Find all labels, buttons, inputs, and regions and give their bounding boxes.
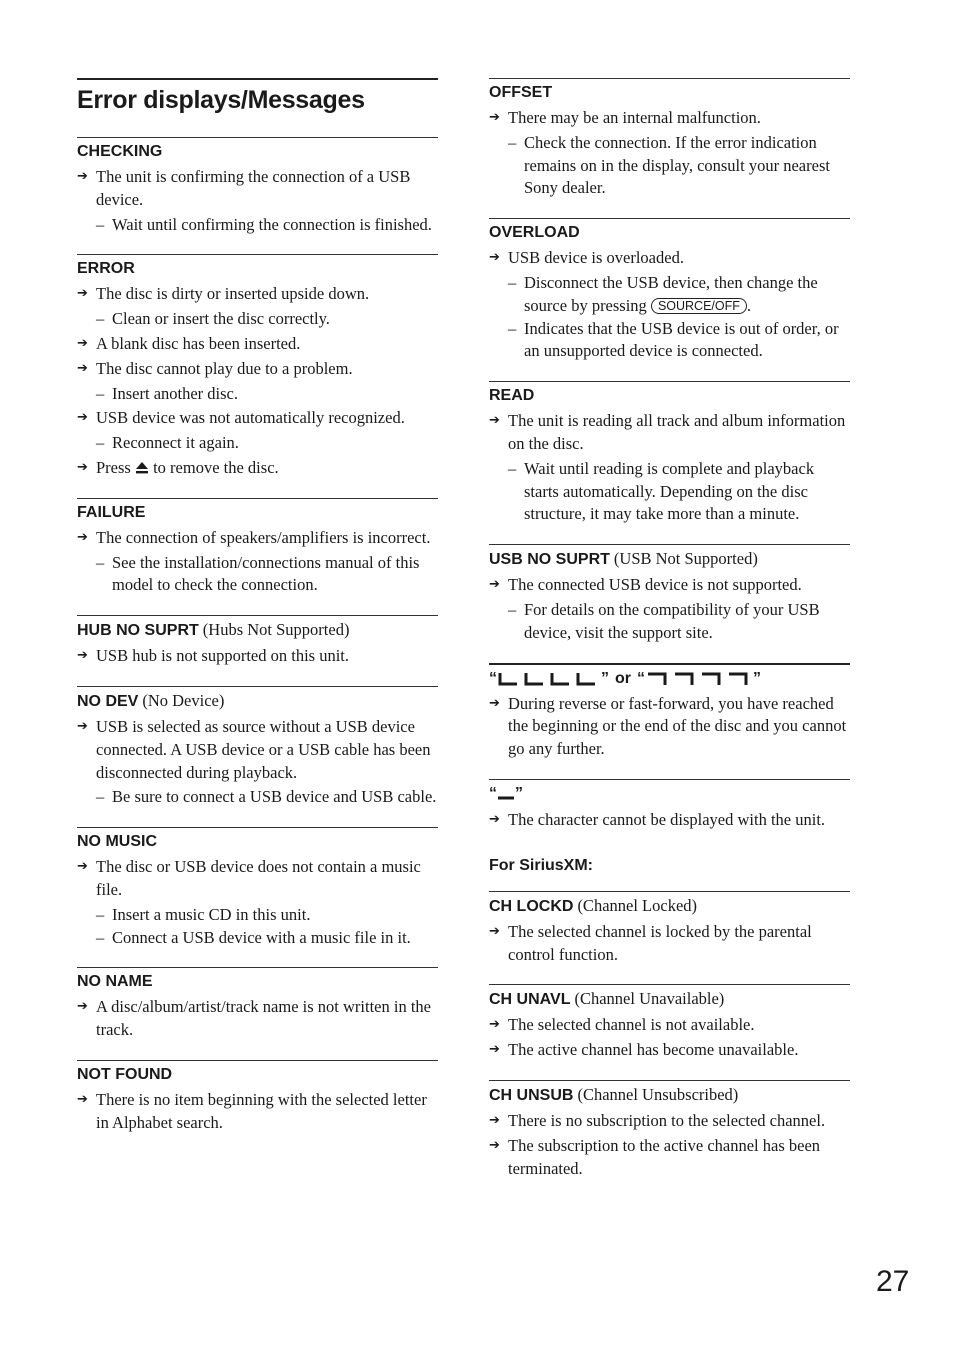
error-code: NO NAME [77, 973, 153, 991]
error-code: ERROR [77, 260, 135, 278]
section-overload [489, 218, 850, 363]
arrow-icon: ➔ [77, 169, 88, 184]
arrow-icon: ➔ [77, 648, 88, 664]
error-meaning: (Channel Locked) [577, 895, 698, 915]
error-meaning: (Channel Unavailable) [574, 989, 725, 1009]
cause-item: ➔ The active channel has become unavailable. [489, 1039, 850, 1062]
section-segment-indicators: “ ” or “ ” ➔ During reverse or fast-forward, you have reached the beginning or the end of the disc and you cannot go any further. [489, 663, 850, 761]
page-title: Error displays/Messages [77, 78, 438, 116]
cause-item: ➔ The disc cannot play due to a problem. [77, 358, 438, 381]
cause-item: ➔ A blank disc has been inserted. [77, 333, 438, 356]
error-code: NOT FOUND [77, 1065, 173, 1083]
section-no-name [77, 967, 438, 1042]
segment-bottom-left-icon [497, 672, 601, 686]
remedy-item: – Wait until confirming the connection is finished. [96, 214, 432, 234]
arrow-icon: ➔ [77, 286, 88, 302]
arrow-icon: ➔ [77, 1091, 88, 1107]
section-not-found [77, 1060, 438, 1135]
remedy-item: – Disconnect the USB device, then change the source by pressing SOURCE/OFF . [508, 272, 818, 315]
arrow-icon: ➔ [77, 335, 88, 351]
cause-item: ➔ The unit is reading all track and album information on the disc. [489, 410, 850, 456]
arrow-icon: ➔ [77, 459, 88, 475]
remedy-item: – Wait until reading is complete and playback starts automatically. Depending on the disc structure, it may take more than a minute. [508, 458, 815, 524]
arrow-icon: ➔ [489, 413, 500, 429]
cause-item: ➔ USB hub is not supported on this unit. [77, 645, 438, 668]
arrow-icon: ➔ [77, 859, 88, 875]
section-no-music [77, 827, 438, 949]
cause-item: ➔ There is no subscription to the selected channel. [489, 1110, 850, 1133]
arrow-icon: ➔ [489, 923, 500, 939]
error-meaning: (Channel Unsubscribed) [577, 1084, 739, 1104]
error-code: CHECKING [77, 143, 163, 160]
eject-icon [135, 461, 149, 474]
remedy-item: – Clean or insert the disc correctly. [96, 309, 330, 329]
section-failure [77, 498, 438, 597]
source-off-key: SOURCE/OFF [651, 298, 747, 314]
error-code: HUB NO SUPRT [77, 622, 199, 640]
cause-item: ➔ During reverse or fast-forward, you have reached the beginning or the end of the disc and you cannot go any further. [489, 693, 850, 761]
remedy-item: – Connect a USB device with a music file in it. [96, 927, 411, 947]
error-code: CH UNSUB [489, 1086, 574, 1104]
cause-item: ➔ USB device was not automatically recognized. [77, 407, 438, 430]
cause-item: ➔ The disc is dirty or inserted upside down. [77, 283, 438, 306]
arrow-icon: ➔ [77, 360, 88, 376]
arrow-icon: ➔ [489, 811, 500, 827]
remedy-item: – Be sure to connect a USB device and USB cable. [96, 787, 437, 807]
remedy-item: – See the installation/connections manual of this model to check the connection. [96, 552, 420, 595]
error-meaning: (Hubs Not Supported) [202, 620, 350, 640]
remedy-item: – Insert a music CD in this unit. [96, 904, 311, 924]
section-offset [489, 78, 850, 200]
error-code: OVERLOAD [489, 224, 580, 242]
section-checking [77, 137, 438, 236]
error-meaning: (No Device) [142, 690, 225, 710]
siriusxm-heading-block [489, 854, 850, 875]
cause-item: ➔ USB device is overloaded. [489, 247, 850, 270]
arrow-icon: ➔ [77, 529, 88, 545]
cause-item: ➔ The subscription to the active channel has been terminated. [489, 1135, 850, 1181]
cause-item: ➔ The selected channel is locked by the parental control function. [489, 921, 850, 967]
section-ch-lockd [489, 891, 850, 967]
cause-item: ➔ There is no item beginning with the selected letter in Alphabet search. [77, 1089, 438, 1135]
arrow-icon: ➔ [489, 250, 500, 266]
underscore-segment-icon [497, 787, 515, 801]
arrow-icon: ➔ [489, 1112, 500, 1128]
cause-item: ➔ The connection of speakers/amplifiers is incorrect. [77, 527, 438, 550]
error-code: NO DEV [77, 692, 139, 710]
segment-top-right-icon [645, 672, 753, 686]
section-ch-unsub [489, 1080, 850, 1180]
error-code: READ [489, 387, 535, 405]
arrow-icon: ➔ [77, 718, 88, 734]
left-column [77, 78, 438, 1153]
arrow-icon: ➔ [489, 1017, 500, 1033]
right-column [489, 78, 850, 1198]
cause-item: ➔ The selected channel is not available. [489, 1014, 850, 1037]
arrow-icon: ➔ [489, 695, 500, 711]
section-no-dev [77, 686, 438, 809]
arrow-icon: ➔ [489, 577, 500, 593]
cause-item: ➔ USB is selected as source without a USB device connected. A USB device or a USB cable has been disconnected during playback. [77, 716, 438, 784]
remedy-item: – Indicates that the USB device is out of order, or an unsupported device is connected. [508, 318, 839, 361]
cause-item: ➔ The character cannot be displayed with the unit. [489, 809, 850, 832]
error-code: NO MUSIC [77, 833, 157, 851]
remedy-item: – Check the connection. If the error indication remains on in the display, consult your nearest Sony dealer. [508, 132, 830, 198]
section-underscore: “ ” ➔ The character cannot be displayed with the unit. [489, 779, 850, 832]
error-code: CH UNAVL [489, 991, 571, 1009]
remedy-item: – For details on the compatibility of your USB device, visit the support site. [508, 599, 820, 642]
error-code: CH LOCKD [489, 897, 574, 915]
section-usb-no-suprt [489, 544, 850, 644]
section-hub-no-suprt [77, 615, 438, 668]
error-meaning: (USB Not Supported) [613, 549, 758, 569]
arrow-icon: ➔ [489, 1137, 500, 1153]
page-number: 27 [876, 1265, 910, 1298]
cause-item: ➔ A disc/album/artist/track name is not written in the track. [77, 996, 438, 1042]
arrow-icon: ➔ [77, 410, 88, 426]
error-code: FAILURE [77, 503, 146, 521]
error-code: USB NO SUPRT [489, 551, 610, 569]
section-error [77, 254, 438, 479]
cause-item: ➔ The connected USB device is not supported. [489, 574, 850, 597]
cause-item: ➔ The unit is confirming the connection of a USB device. [77, 166, 438, 212]
cause-item: ➔ Press to remove the disc. [77, 457, 438, 480]
cause-item: ➔ The disc or USB device does not contain a music file. [77, 856, 438, 902]
remedy-item: – Reconnect it again. [96, 433, 239, 453]
arrow-icon: ➔ [489, 110, 500, 125]
section-read [489, 381, 850, 526]
cause-item: ➔ There may be an internal malfunction. [489, 107, 850, 130]
section-ch-unavl [489, 984, 850, 1062]
error-code: OFFSET [489, 84, 553, 101]
siriusxm-heading: For SiriusXM: [489, 856, 594, 874]
arrow-icon: ➔ [489, 1042, 500, 1058]
arrow-icon: ➔ [77, 999, 88, 1015]
remedy-item: – Insert another disc. [96, 383, 238, 403]
